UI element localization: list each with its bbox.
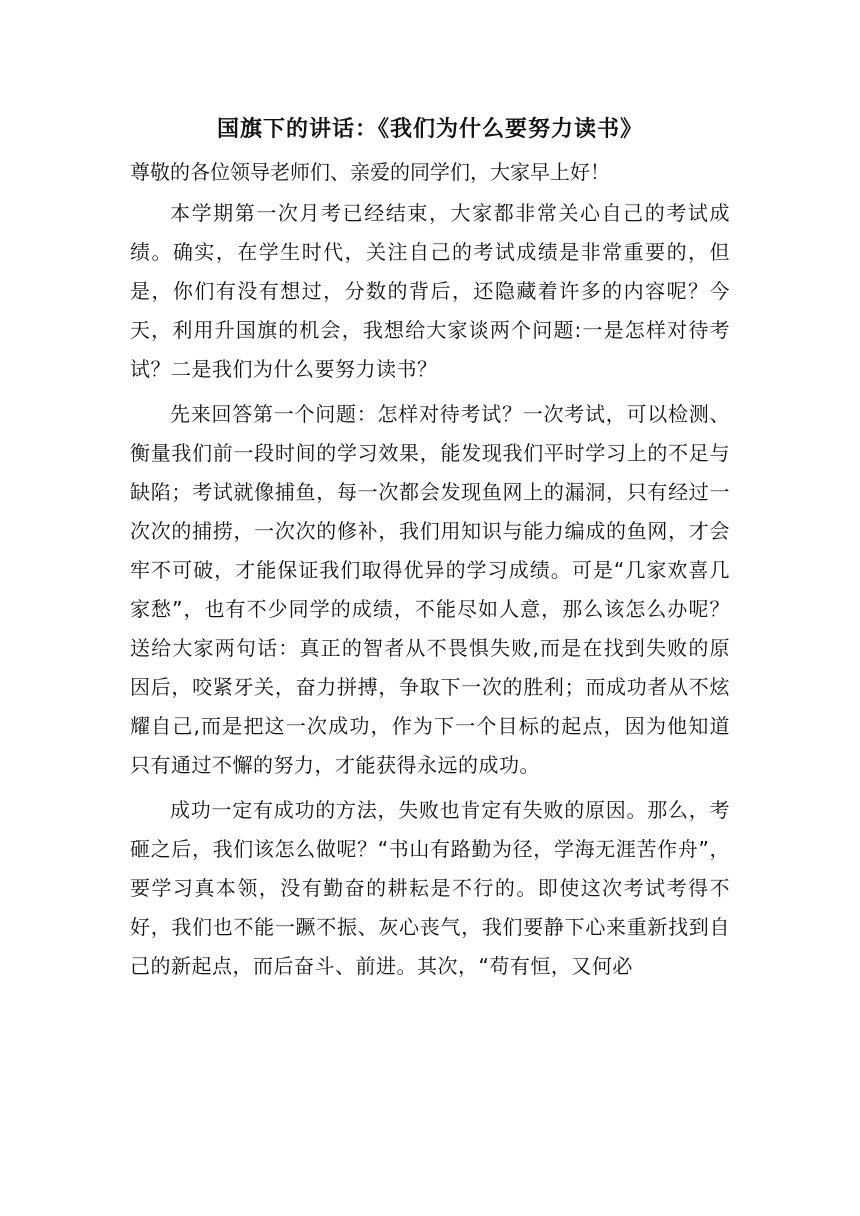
paragraph-exam-intro: 本学期第一次月考已经结束，大家都非常关心自己的考试成绩。确实，在学生时代，关注自己的考试成绩是非常重要的，但是，你们有没有想过，分数的背后，还隐藏着许多的内容呢？今天，利用升国旗的机会，我想给大家谈两个问题:一是怎样对待考试？二是我们为什么要努力读书？ [130,201,730,381]
document-body [130,110,730,992]
document-title: 国旗下的讲话：《我们为什么要努力读书》 [216,117,643,142]
greeting-line: 尊敬的各位领导老师们、亲爱的同学们，大家早上好！ [130,160,610,184]
paragraph-how-to-treat-exams: 先来回答第一个问题：怎样对待考试？一次考试，可以检测、衡量我们前一段时间的学习效果，能发现我们平时学习上的不足与缺陷；考试就像捕鱼，每一次都会发现鱼网上的漏洞，只有经过一次次的捕捞，一次次的修补，我们用知识与能力编成的鱼网，才会牢不可破，才能保证我们取得优异的学习成绩。可是“几家欢喜几家愁”，也有不少同学的成绩，不能尽如人意，那么该怎么办呢？送给大家两句话：真正的智者从不畏惧失败,而是在找到失败的原因后，咬紧牙关，奋力拼搏，争取下一次的胜利；而成功者从不炫耀自己,而是把这一次成功，作为下一个目标的起点，因为他知道只有通过不懈的努力，才能获得永远的成功。 [130,402,730,777]
paragraph-after-failure: 成功一定有成功的方法，失败也肯定有失败的原因。那么，考砸之后，我们该怎么做呢？“书山有路勤为径，学海无涯苦作舟”，要学习真本领，没有勤奋的耕耘是不行的。即使这次考试考得不好，我们也不能一蹶不振、灰心丧气，我们要静下心来重新找到自己的新起点，而后奋斗、前进。其次，“苟有恒，又何必 [130,798,730,978]
